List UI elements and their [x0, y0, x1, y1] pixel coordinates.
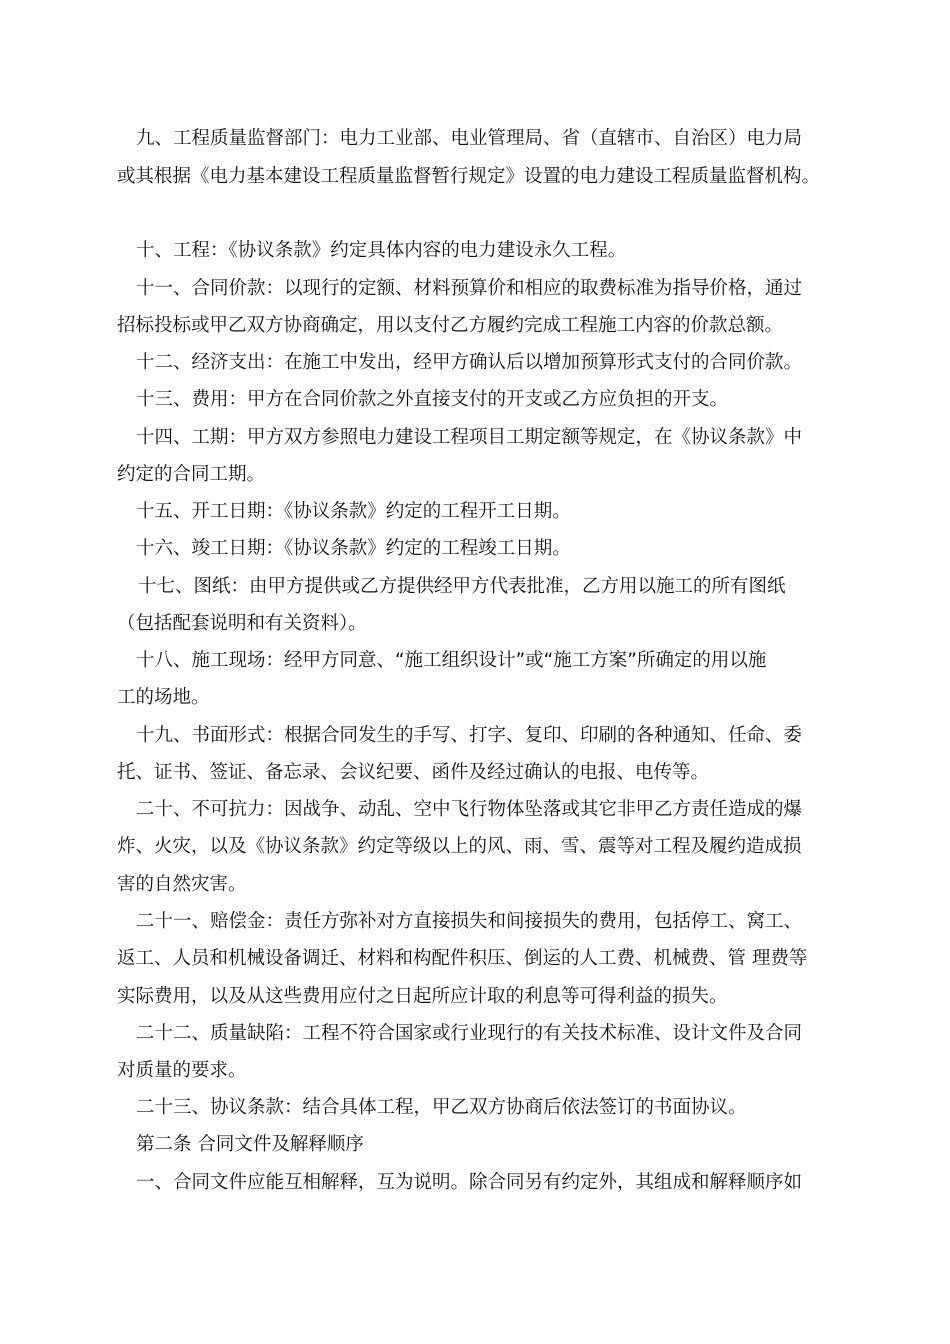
- text-line: 约定的合同工期。: [117, 464, 266, 485]
- text-line: 十二、经济支出：在施工中发出，经甲方确认后以增加预算形式支付的合同价款。: [136, 352, 803, 373]
- text-line: 十六、竣工日期：《协议条款》约定的工程竣工日期。: [136, 538, 571, 559]
- text-line: （包括配套说明和有关资料）。: [117, 613, 367, 634]
- text-line: 工的场地。: [117, 687, 210, 708]
- text-line: 一、合同文件应能互相解释，互为说明。除合同另有约定外，其组成和解释顺序如: [136, 1172, 803, 1193]
- text-line: 二十二、质量缺陷：工程不符合国家或行业现行的有关技术标准、设计文件及合同: [136, 1023, 803, 1044]
- text-line: 招标投标或甲乙双方协商确定，用以支付乙方履约完成工程施工内容的价款总额。: [117, 315, 784, 336]
- text-line: 返工、人员和机械设备调迁、材料和构配件积压、倒运的人工费、机械费、管 理费等: [117, 948, 808, 969]
- text-line: 九、工程质量监督部门：电力工业部、电业管理局、省（直辖市、自治区）电力局: [136, 128, 803, 149]
- text-line: 十三、费用：甲方在合同价款之外直接支付的开支或乙方应负担的开支。: [136, 389, 729, 410]
- text-line: 十八、施工现场：经甲方同意、“施工组织设计”或“施工方案”所确定的用以施: [136, 650, 767, 671]
- text-line: 十九、书面形式：根据合同发生的手写、打字、复印、印刷的各种通知、任命、委: [136, 725, 803, 746]
- text-line: 托、证书、签证、备忘录、会议纪要、函件及经过确认的电报、电传等。: [117, 762, 710, 783]
- text-line: 害的自然灾害。: [117, 874, 247, 895]
- text-line: 二十一、赔偿金：责任方弥补对方直接损失和间接损失的费用，包括停工、窝工、: [136, 911, 803, 932]
- text-line: 或其根据《电力基本建设工程质量监督暂行规定》设置的电力建设工程质量监督机构。: [117, 166, 821, 187]
- text-line: 十四、工期：甲方双方参照电力建设工程项目工期定额等规定，在《协议条款》中: [136, 427, 803, 448]
- text-line: 十一、合同价款：以现行的定额、材料预算价和相应的取费标准为指导价格，通过: [136, 278, 803, 299]
- section-heading: 第二条 合同文件及解释顺序: [136, 1134, 364, 1155]
- text-line: 炸、火灾，以及《协议条款》约定等级以上的风、雨、雪、震等对工程及履约造成损: [117, 836, 802, 857]
- text-line: 实际费用，以及从这些费用应付之日起所应计取的利息等可得利益的损失。: [117, 986, 728, 1007]
- text-line: 十五、开工日期：《协议条款》约定的工程开工日期。: [136, 501, 571, 522]
- text-line: 十七、图纸：由甲方提供或乙方提供经甲方代表批准，乙方用以施工的所有图纸: [138, 576, 786, 597]
- text-line: 对质量的要求。: [117, 1060, 247, 1081]
- text-line: 二十、不可抗力：因战争、动乱、空中飞行物体坠落或其它非甲乙方责任造成的爆: [136, 799, 803, 820]
- text-line: 十、工程：《协议条款》约定具体内容的电力建设永久工程。: [136, 240, 627, 261]
- text-line: 二十三、协议条款：结合具体工程，甲乙双方协商后依法签订的书面协议。: [136, 1097, 747, 1118]
